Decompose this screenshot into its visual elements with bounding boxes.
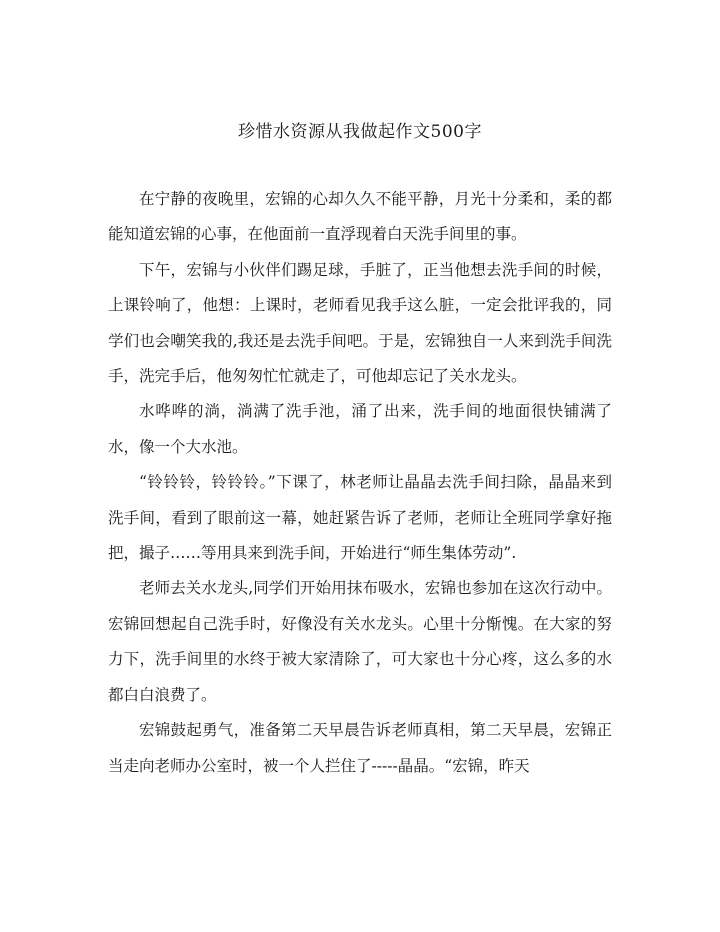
paragraph: 宏锦鼓起勇气，准备第二天早晨告诉老师真相，第二天早晨，宏锦正当走向老师办公室时，被一个人拦住了-----晶晶。“宏锦，昨天	[108, 721, 612, 775]
paragraph: “铃铃铃，铃铃铃。”下课了，林老师让晶晶去洗手间扫除，晶晶来到洗手间，看到了眼前这一幕，她赶紧告诉了老师，老师让全班同学拿好拖把，撮子……等用具来到洗手间，开始进行“师生集体劳动”.	[108, 473, 612, 563]
article-body	[108, 182, 612, 784]
paragraph: 下午，宏锦与小伙伴们踢足球，手脏了，正当他想去洗手间的时候，上课铃响了，他想：上课时，老师看见我手这么脏，一定会批评我的，同学们也会嘲笑我的,我还是去洗手间吧。于是，宏锦独自一人来到洗手间洗手，洗完手后，他匆匆忙忙就走了，可他却忘记了关水龙头。	[108, 260, 612, 386]
paragraph: 老师去关水龙头,同学们开始用抹布吸水，宏锦也参加在这次行动中。宏锦回想起自己洗手时，好像没有关水龙头。心里十分惭愧。在大家的努力下，洗手间里的水终于被大家清除了，可大家也十分心疼，这么多的水都白白浪费了。	[108, 579, 612, 704]
paragraph: 水哗哗的淌，淌满了洗手池，涌了出来，洗手间的地面很快铺满了水，像一个大水池。	[108, 402, 612, 456]
paragraph: 在宁静的夜晚里，宏锦的心却久久不能平静，月光十分柔和，柔的都能知道宏锦的心事，在他面前一直浮现着白天洗手间里的事。	[108, 190, 612, 244]
page-title: 珍惜水资源从我做起作文500字	[238, 122, 482, 142]
